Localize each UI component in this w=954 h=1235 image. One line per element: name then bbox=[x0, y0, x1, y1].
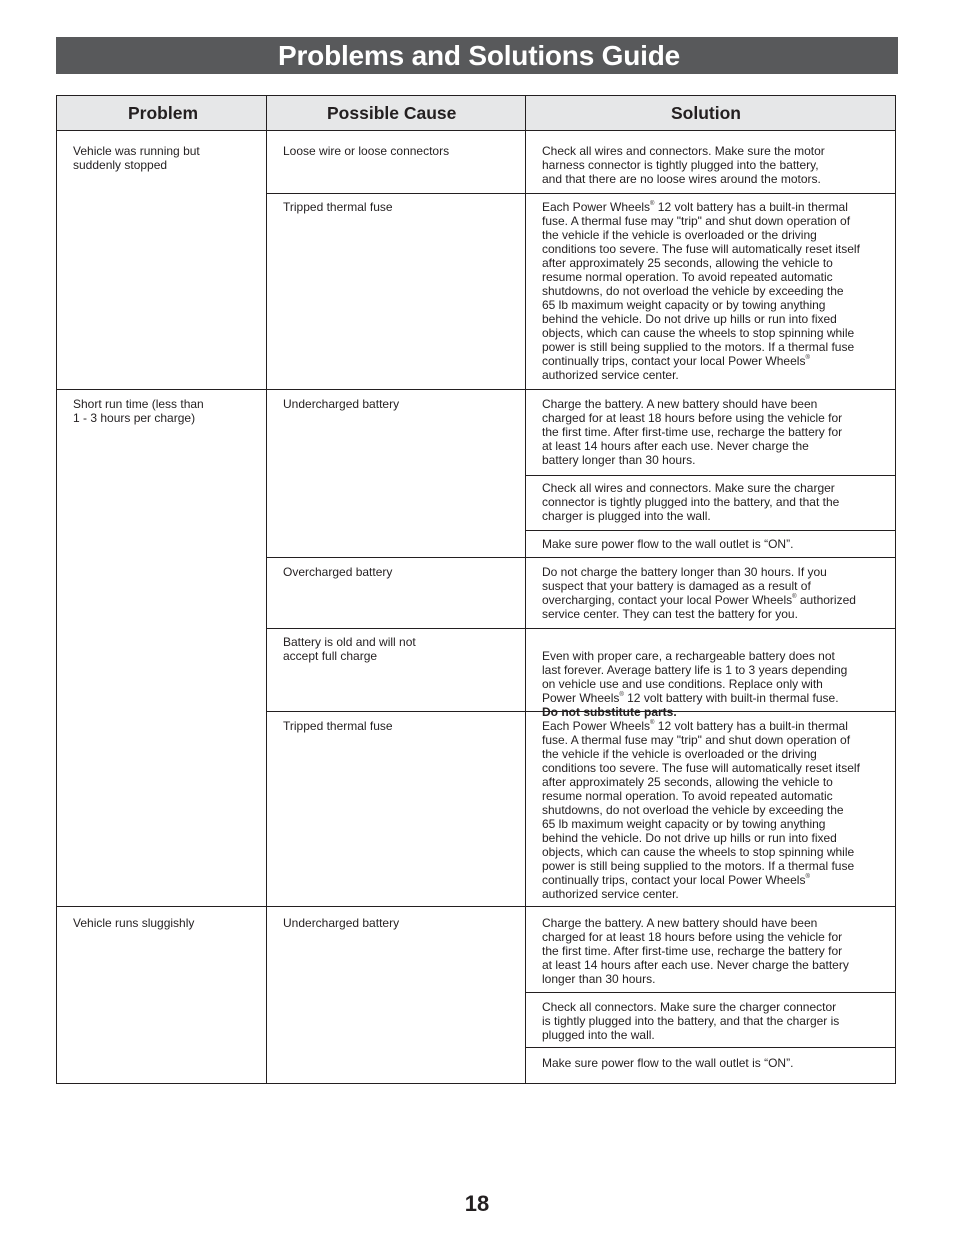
solution-cell: Check all connectors. Make sure the charger connector is tightly plugged into the battery, and that the charger is plugged into the wall. bbox=[542, 1000, 840, 1042]
column-divider bbox=[525, 96, 526, 1083]
row-divider bbox=[266, 628, 895, 629]
cause-cell: Tripped thermal fuse bbox=[283, 719, 393, 733]
cause-cell: Tripped thermal fuse bbox=[283, 200, 393, 214]
solution-cell: Make sure power flow to the wall outlet is “ON”. bbox=[542, 537, 794, 551]
solution-warning: Do not substitute parts. bbox=[542, 705, 677, 719]
solution-cell: Do not charge the battery longer than 30 hours. If you suspect that your battery is damaged as a result of overcharging, contact your local Power Wheels® authorized service center. They can test the battery for you. bbox=[542, 565, 856, 621]
column-divider bbox=[266, 96, 267, 1083]
problem-cell: Vehicle was running but suddenly stopped bbox=[73, 144, 200, 172]
cause-cell: Undercharged battery bbox=[283, 397, 400, 411]
page-title: Problems and Solutions Guide bbox=[278, 40, 680, 71]
cause-cell: Loose wire or loose connectors bbox=[283, 144, 450, 158]
problems-table bbox=[56, 95, 896, 1084]
row-divider bbox=[57, 906, 895, 907]
problem-cell: Short run time (less than 1 - 3 hours per charge) bbox=[73, 397, 204, 425]
solution-cell: Charge the battery. A new battery should have been charged for at least 18 hours before using the vehicle for the first time. After first-time use, recharge the battery for at least 14 hours after each use. Never charge the battery longer than 30 hours. bbox=[542, 916, 849, 986]
row-divider bbox=[266, 557, 895, 558]
row-divider bbox=[525, 530, 895, 531]
solution-cell: Charge the battery. A new battery should have been charged for at least 18 hours before using the vehicle for the first time. After first-time use, recharge the battery for at least 14 hours after each use. Never charge the battery longer than 30 hours. bbox=[542, 397, 843, 467]
cause-cell: Undercharged battery bbox=[283, 916, 400, 930]
solution-cell: Each Power Wheels® 12 volt battery has a built-in thermal fuse. A thermal fuse may "trip" and shut down operation of the vehicle if the vehicle is overloaded or the driving conditions too severe. The fuse will automatically reset itself after approximately 25 seconds, allowing the vehicle to resume normal operation. To avoid repeated automatic shutdowns, do not overload the vehicle by exceeding the 65 lb maximum weight capacity or by towing anything behind the vehicle. Do not drive up hills or run into fixed objects, which can cause the wheels to stop spinning while power is still being supplied to the motors. If a thermal fuse continually trips, contact your local Power Wheels® authorized service center. bbox=[542, 719, 860, 901]
solution-cell: Check all wires and connectors. Make sure the charger connector is tightly plugged into the battery, and that the charger is plugged into the wall. bbox=[542, 481, 840, 523]
header-problem: Problem bbox=[128, 103, 199, 123]
header-possible-cause: Possible Cause bbox=[327, 103, 457, 123]
row-divider bbox=[266, 193, 895, 194]
solution-cell: Each Power Wheels® 12 volt battery has a built-in thermal fuse. A thermal fuse may "trip" and shut down operation of the vehicle if the vehicle is overloaded or the driving conditions too severe. The fuse will automatically reset itself after approximately 25 seconds, allowing the vehicle to resume normal operation. To avoid repeated automatic shutdowns, do not overload the vehicle by exceeding the 65 lb maximum weight capacity or by towing anything behind the vehicle. Do not drive up hills or run into fixed objects, which can cause the wheels to stop spinning while power is still being supplied to the motors. If a thermal fuse continually trips, contact your local Power Wheels® authorized service center. bbox=[542, 200, 860, 382]
cause-cell: Battery is old and will not accept full charge bbox=[283, 635, 416, 663]
solution-text: Even with proper care, a rechargeable battery does not last forever. Average battery life is 1 to 3 years depending on vehicle use and use conditions. Replace only with Power Wheels® 12 volt battery with built-in thermal fuse. bbox=[542, 649, 848, 705]
title-bar bbox=[56, 37, 898, 74]
page-number: 18 bbox=[464, 1191, 490, 1216]
row-divider bbox=[525, 1047, 895, 1048]
row-divider bbox=[525, 475, 895, 476]
table-header bbox=[57, 96, 895, 131]
solution-cell: Check all wires and connectors. Make sure the motor harness connector is tightly plugged into the battery, and that there are no loose wires around the motors. bbox=[542, 144, 825, 186]
cause-cell: Overcharged battery bbox=[283, 565, 393, 579]
problem-cell: Vehicle runs sluggishly bbox=[73, 916, 195, 930]
row-divider bbox=[525, 992, 895, 993]
header-solution: Solution bbox=[671, 103, 741, 123]
row-divider bbox=[57, 389, 895, 390]
solution-cell bbox=[542, 635, 847, 719]
solution-cell: Make sure power flow to the wall outlet is “ON”. bbox=[542, 1056, 794, 1070]
